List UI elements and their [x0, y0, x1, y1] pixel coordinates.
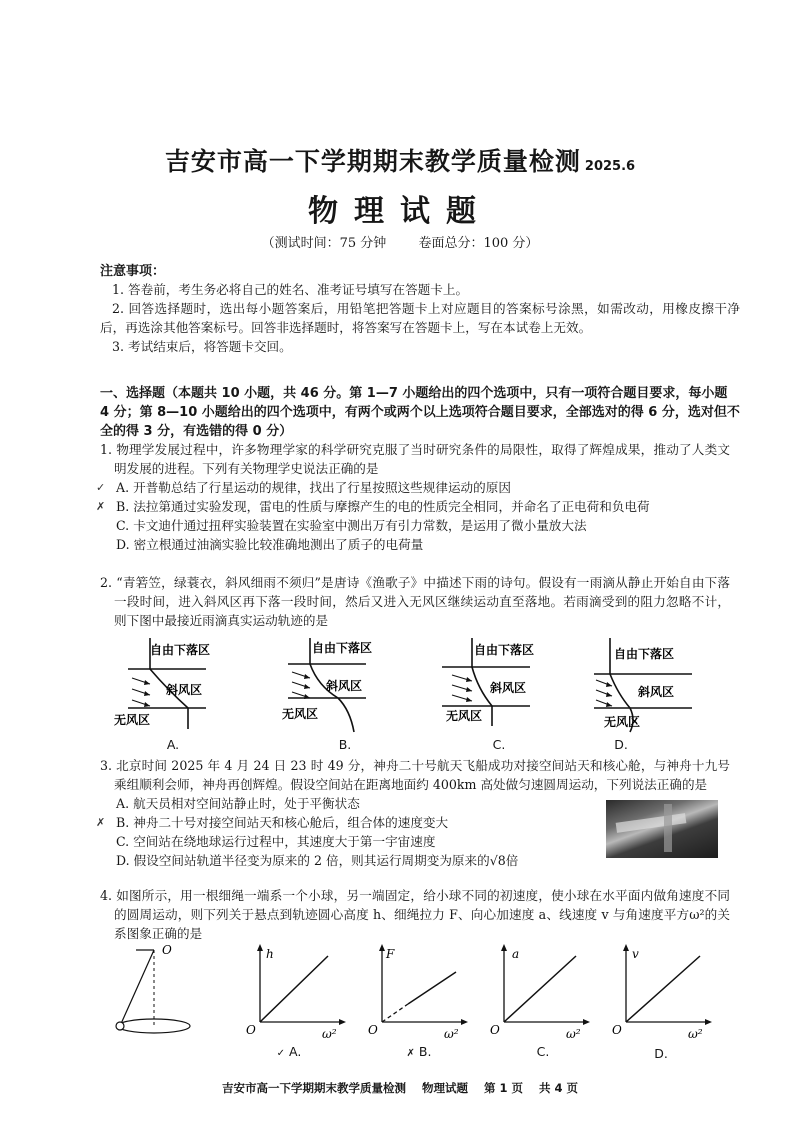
zone-label: 自由下落区 [614, 647, 675, 661]
y-axis-label: a [512, 947, 520, 961]
option-d [100, 535, 730, 554]
x-axis-label: ω² [688, 1027, 703, 1041]
zone-label: 自由下落区 [312, 641, 373, 655]
figure-a [114, 638, 210, 729]
origin-label: O [246, 1023, 256, 1037]
figure-a-label: A. [166, 737, 180, 752]
cross-mark-icon: ✗ [406, 1048, 415, 1059]
option-text: A. 航天员相对空间站静止时，处于平衡状态 [116, 796, 360, 811]
exam-meta [0, 232, 800, 251]
time-limit: （测试时间：75 分钟 [261, 236, 387, 251]
zone-label: 斜风区 [638, 685, 675, 699]
cross-mark-icon: ✗ [96, 500, 106, 513]
rain-diagram-svg [114, 634, 758, 754]
check-mark-icon: ✓ [96, 481, 106, 494]
graph-c-label: C. [536, 1044, 550, 1059]
pendulum-graphs [110, 944, 730, 1044]
graph-b-label [394, 1044, 444, 1059]
option-b [96, 813, 600, 832]
footer-page: 第 1 页 [483, 1081, 523, 1095]
graph-d-label: D. [654, 1046, 668, 1061]
conical-pendulum-figure [116, 943, 190, 1033]
section-heading: 一、选择题（本题共 10 小题，共 46 分。第 1—7 小题给出的四个选项中，只有一项符合题目要求，每小题 4 分；第 8—10 小题给出的四个选项中，有两个或两个以上选项符合题目要求，全部选对的得 6 分，选对但不全的得 3 分，有选错的得 0 分） [100, 386, 740, 439]
footer-title: 吉安市高一下学期期末教学质量检测 [221, 1081, 406, 1095]
question-stem: 1. 物理学发展过程中，许多物理学家的科学研究克服了当时研究条件的局限性，取得了辉煌成果，推动了人类文明发展的进程。下列有关物理学史说法正确的是 [100, 442, 730, 476]
figure-d [594, 638, 692, 732]
option-a [100, 794, 600, 813]
zone-label: 斜风区 [326, 679, 363, 693]
figure-c [442, 638, 534, 726]
graph-a [246, 944, 346, 1041]
option-c [100, 832, 600, 851]
total-score: 卷面总分：100 分） [418, 236, 539, 251]
zone-label: 无风区 [604, 715, 641, 729]
zone-label: 无风区 [446, 709, 483, 723]
zone-label: 斜风区 [490, 681, 527, 695]
option-text: C. 空间站在绕地球运行过程中，其速度大于第一宇宙速度 [116, 834, 436, 849]
question-4 [100, 886, 730, 943]
option-text: D. 假设空间站轨道半径变为原来的 2 倍，则其运行周期变为原来的√8倍 [116, 853, 519, 868]
option-text: D. 密立根通过油滴实验比较准确地测出了质子的电荷量 [116, 537, 424, 552]
zone-label: 自由下落区 [474, 643, 535, 657]
figure-b-label: B. [338, 737, 352, 752]
notice-heading: 注意事项： [100, 264, 166, 279]
option-text: A. 开普勒总结了行星运动的规律，找出了行星按照这些规律运动的原因 [116, 480, 511, 495]
x-axis-label: ω² [444, 1027, 459, 1041]
question-2 [100, 573, 730, 630]
option-c [100, 516, 730, 535]
origin-label: O [612, 1023, 622, 1037]
option-b [96, 497, 730, 516]
origin-label: O [368, 1023, 378, 1037]
question-stem: 3. 北京时间 2025 年 4 月 24 日 23 时 49 分，神舟二十号航天飞船成功对接空间站天和核心舱，与神舟十九号乘组顺利会师，神舟再创辉煌。假设空间站在距离地面约 400km 高处做匀速圆周运动，下列说法正确的是 [100, 758, 730, 792]
footer-subject: 物理试题 [421, 1081, 468, 1095]
notice-item: 2. 回答选择题时，选出每小题答案后，用铅笔把答题卡上对应题目的答案标号涂黑，如需改动，用橡皮擦干净后，再选涂其他答案标号。回答非选择题时，将答案写在答题卡上，写在本试卷上无效。 [100, 301, 740, 335]
zone-label: 斜风区 [166, 683, 203, 697]
zone-label: 无风区 [114, 713, 151, 727]
question-stem: 4. 如图所示，用一根细绳一端系一个小球，另一端固定，给小球不同的初速度，使小球在水平面内做角速度不同的圆周运动，则下列关于悬点到轨迹圆心高度 h、细绳拉力 F、向心加速度 a、线速度 v 与角速度平方ω²的关系图象正确的是 [100, 888, 730, 941]
notice-item: 3. 考试结束后，将答题卡交回。 [112, 339, 292, 354]
y-axis-label: v [632, 947, 639, 961]
figure-d-label: D. [614, 737, 628, 752]
exam-title [0, 142, 800, 178]
question-1 [96, 440, 730, 554]
page-footer [0, 1080, 800, 1096]
option-d [100, 851, 600, 870]
graph-b [368, 944, 468, 1041]
x-axis-label: ω² [566, 1027, 581, 1041]
y-axis-label: F [386, 947, 395, 961]
question-3 [96, 756, 730, 870]
figure-c-label: C. [492, 737, 506, 752]
question-stem: 2. “青箬笠，绿蓑衣，斜风细雨不须归”是唐诗《渔歌子》中描述下雨的诗句。假设有一雨滴从静止开始自由下落一段时间，进入斜风区再下落一段时间，然后又进入无风区继续运动直至落地。若雨滴受到的阻力忽略不计，则下图中最接近雨滴真实运动轨迹的是 [100, 575, 730, 628]
option-text: C. 卡文迪什通过扭秤实验装置在实验室中测出万有引力常数，是运用了微小量放大法 [116, 518, 587, 533]
graph-a-label [264, 1044, 314, 1059]
pivot-label: O [162, 943, 172, 957]
exam-date: 2025.6 [584, 159, 636, 174]
option-label: B. [418, 1044, 432, 1059]
graph-d [612, 944, 712, 1041]
check-mark-icon: ✓ [276, 1048, 286, 1059]
zone-label: 无风区 [282, 707, 319, 721]
option-a [96, 478, 730, 497]
graphs-svg [110, 944, 730, 1044]
x-axis-label: ω² [322, 1027, 337, 1041]
exam-title-text: 吉安市高一下学期期末教学质量检测 [164, 147, 581, 176]
option-text: B. 神舟二十号对接空间站天和核心舱后，组合体的速度变大 [116, 815, 449, 830]
y-axis-label: h [266, 947, 274, 961]
cross-mark-icon: ✗ [96, 816, 106, 829]
figure-b [282, 638, 372, 732]
footer-total: 共 4 页 [539, 1081, 579, 1095]
graph-c [490, 944, 590, 1041]
subject-title: 物理试题 [308, 194, 492, 229]
option-text: B. 法拉第通过实验发现，雷电的性质与摩擦产生的电的性质完全相同，并命名了正电荷和负电荷 [116, 499, 650, 514]
rain-trajectory-figures [114, 634, 758, 754]
space-station-photo [606, 800, 718, 858]
option-label: A. [289, 1044, 302, 1059]
notice-body [100, 280, 740, 356]
notice-item: 1. 答卷前，考生务必将自己的姓名、准考证号填写在答题卡上。 [112, 282, 469, 297]
origin-label: O [490, 1023, 500, 1037]
zone-label: 自由下落区 [150, 643, 211, 657]
